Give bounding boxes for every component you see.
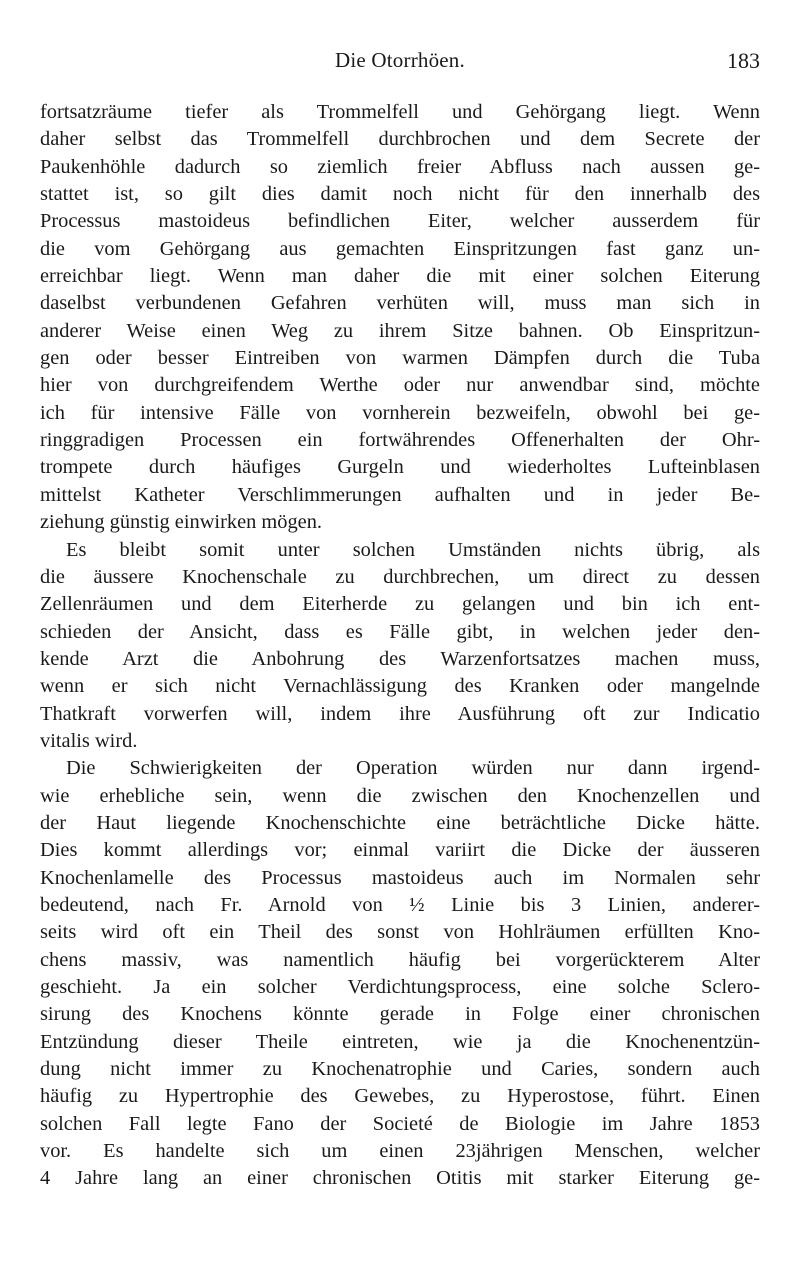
- text-line: stattet ist, so gilt dies damit noch nicht für den innerhalb des: [40, 183, 760, 206]
- text-line: Es bleibt somit unter solchen Umständen nichts übrig, als: [66, 538, 760, 561]
- text-line: bedeutend, nach Fr. Arnold von ½ Linie bis 3 Linien, anderer-: [40, 893, 760, 916]
- text-line: der Haut liegende Knochenschichte eine beträchtliche Dicke hätte.: [40, 811, 760, 834]
- text-line: kende Arzt die Anbohrung des Warzenfortsatzes machen muss,: [40, 647, 760, 670]
- text-line: geschieht. Ja ein solcher Verdichtungsprocess, eine solche Sclero-: [40, 976, 760, 998]
- text-line: gen oder besser Eintreiben von warmen Dämpfen durch die Tuba: [40, 347, 760, 370]
- text-line: die äussere Knochenschale zu durchbrechen, um direct zu dessen: [40, 565, 760, 588]
- text-line: wenn er sich nicht Vernachlässigung des Kranken oder mangelnde: [40, 675, 760, 698]
- text-line: Knochenlamelle des Processus mastoideus auch im Normalen sehr: [40, 866, 760, 889]
- text-line: Paukenhöhle dadurch so ziemlich freier Abfluss nach aussen ge-: [40, 155, 760, 178]
- body-text: [40, 99, 760, 1193]
- running-title: Die Otorrhöen.: [335, 48, 465, 72]
- running-head: [40, 48, 760, 78]
- text-line: chens massiv, was namentlich häufig bei vorgerückterem Alter: [40, 948, 760, 971]
- text-line: Thatkraft vorwerfen will, indem ihre Ausführung oft zur Indicatio: [40, 702, 760, 725]
- text-line: ziehung günstig einwirken mögen.: [40, 511, 323, 534]
- text-line: ringgradigen Processen ein fortwährendes Offenerhalten der Ohr-: [40, 429, 760, 452]
- text-line: seits wird oft ein Theil des sonst von Hohlräumen erfüllten Kno-: [40, 921, 760, 944]
- text-line: wie erhebliche sein, wenn die zwischen den Knochenzellen und: [40, 784, 760, 807]
- text-line: anderer Weise einen Weg zu ihrem Sitze bahnen. Ob Einspritzun-: [40, 319, 760, 342]
- text-line: fortsatzräume tiefer als Trommelfell und Gehörgang liegt. Wenn: [40, 101, 760, 123]
- text-line: Zellenräumen und dem Eiterherde zu gelangen und bin ich ent-: [40, 593, 760, 616]
- text-line: Die Schwierigkeiten der Operation würden nur dann irgend-: [66, 757, 760, 780]
- text-line: sirung des Knochens könnte gerade in Folge einer chronischen: [40, 1003, 760, 1026]
- text-line: mittelst Katheter Verschlimmerungen aufhalten und in jeder Be-: [40, 483, 760, 506]
- text-line: ich für intensive Fälle von vornherein bezweifeln, obwohl bei ge-: [40, 401, 760, 424]
- text-line: vitalis wird.: [40, 729, 138, 752]
- text-line: erreichbar liegt. Wenn man daher die mit einer solchen Eiterung: [40, 265, 760, 288]
- text-line: Dies kommt allerdings vor; einmal variirt die Dicke der äusseren: [40, 839, 760, 862]
- text-line: Entzündung dieser Theile eintreten, wie ja die Knochenentzün-: [40, 1030, 760, 1053]
- text-line: daher selbst das Trommelfell durchbrochen und dem Secrete der: [40, 128, 760, 151]
- text-line: hier von durchgreifendem Werthe oder nur anwendbar sind, möchte: [40, 374, 760, 397]
- text-line: häufig zu Hypertrophie des Gewebes, zu Hyperostose, führt. Einen: [40, 1085, 760, 1108]
- page-number: 183: [727, 48, 760, 73]
- text-line: die vom Gehörgang aus gemachten Einspritzungen fast ganz un-: [40, 237, 760, 260]
- text-line: solchen Fall legte Fano der Societé de Biologie im Jahre 1853: [40, 1112, 760, 1135]
- text-line: vor. Es handelte sich um einen 23jährigen Menschen, welcher: [40, 1140, 760, 1163]
- text-line: 4 Jahre lang an einer chronischen Otitis mit starker Eiterung ge-: [40, 1167, 760, 1190]
- text-line: dung nicht immer zu Knochenatrophie und Caries, sondern auch: [40, 1058, 760, 1081]
- text-line: trompete durch häufiges Gurgeln und wiederholtes Lufteinblasen: [40, 456, 760, 479]
- text-line: daselbst verbundenen Gefahren verhüten will, muss man sich in: [40, 292, 760, 315]
- text-line: Processus mastoideus befindlichen Eiter, welcher ausserdem für: [40, 210, 760, 233]
- text-line: schieden der Ansicht, dass es Fälle gibt, in welchen jeder den-: [40, 620, 760, 643]
